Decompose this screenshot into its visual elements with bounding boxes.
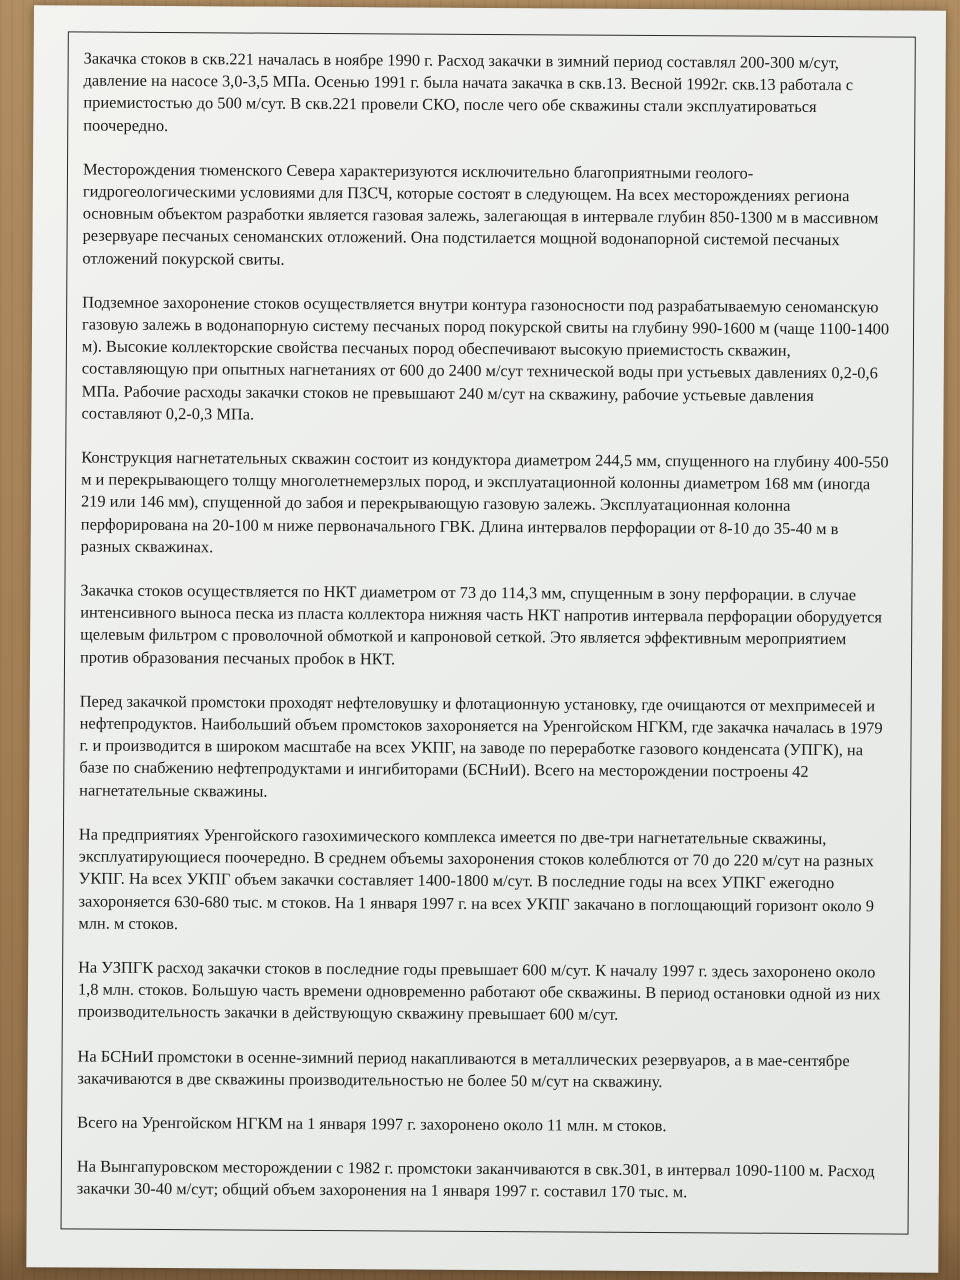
document-body [77, 18, 894, 1227]
paragraph-bsnii: На БСНиИ промстоки в осенне-зимний период накапливаются в металлических резервуаров, а в мае-сентябре закачиваются в две скважины производительностью не более 50 м/сут на скважину. [77, 1046, 850, 1091]
paragraph-treatment-urengoy: Перед закачкой промстоки проходят нефтеловушку и флотационную установку, где очищаются от мехпримесей и нефтепродуктов. Наибольший объем промстоков захороняется на Уренгойском НГКМ, где закачка началась в 1979 г. и производится в широком масштабе на всех УКПГ, на заводе по переработке газового конденсата (УПГК), на базе по снабжению нефтепродуктами и ингибиторами (БСНиИ). Всего на месторождении построены 42 нагнетательные скважины. [79, 691, 883, 801]
paragraph-well-construction: Конструкция нагнетательных скважин состоит из кондуктора диаметром 244,5 мм, спущенного на глубину 400-550 м и перекрывающего толщу многолетнемерзлых пород, и эксплуатационной колонны диаметром 168 мм (иногда 219 или 146 мм), спущенной до забоя и перекрывающую газовую залежь. Эксплуатационная колонна перфорирована на 20-100 м ниже первоначального ГВК. Длина интервалов перфорации от 8-10 до 35-40 м в разных скважинах. [80, 447, 889, 557]
paragraph-geological-conditions: Месторождения тюменского Севера характеризуются исключительно благоприятными геолого-гидрогеологическими условиями для ПЗСЧ, которые состоят в следующем. На всех месторождениях региона основным объектом разработки является газовая залежь, залегающая в интервале глубин 850-1300 м в массивном резервуаре песчаных сеноманских отложений. Она подстилается мощной водонапорной системой песчаных отложений покурской свиты. [82, 159, 879, 269]
paragraph-urengoy-total: Всего на Уренгойском НГКМ на 1 января 1997 г. захоронено около 11 млн. м стоков. [77, 1112, 667, 1136]
paragraph-uzpgk: На УЗПГК расход закачки стоков в последние годы превышает 600 м/сут. К началу 1997 г. здесь захоронено около 1,8 млн. стоков. Большую часть времени одновременно работают обе скважины. В период остановки одной из них производительность закачки в действующую скважину превышает 600 м/сут. [77, 957, 881, 1025]
paper-sheet [26, 5, 946, 1273]
paragraph-injection-well-221: Закачка стоков в скв.221 началась в ноябре 1990 г. Расход закачки в зимний период составлял 200-300 м/сут, давление на насосе 3,0-3,5 МПа. Осенью 1991 г. была начата закачка в скв.13. Весной 1992г. скв.13 работала с приемистостью до 500 м/сут. В скв.221 провели СКО, после чего обе скважины стали эксплуатироваться поочередно. [83, 48, 854, 135]
paragraph-tubing-injection: Закачка стоков осуществляется по НКТ диаметром от 73 до 114,3 мм, спущенным в зону перфорации. в случае интенсивного выноса песка из пласта коллектора нижняя часть НКТ напротив интервала перфорации оборудуется щелевым фильтром с проволочной обмоткой и капроновой сеткой. Это является эффективным мероприятием против образования песчаных пробок в НКТ. [79, 580, 883, 669]
paragraph-vyngapurovskoe: На Вынгапуровском месторождении с 1982 г. промстоки заканчиваются в свк.301, в интервал 1090-1100 м. Расход закачки 30-40 м/сут; общий объем захоронения на 1 января 1997 г. составил 170 тыс. м. [76, 1156, 875, 1202]
paragraph-gas-chemical-complex: На предприятиях Уренгойского газохимического комплекса имеется по две-три нагнетательные скважины, эксплуатирующиеся поочередно. В среднем объемы захоронения стоков колеблются от 70 до 220 м/сут на разных УКПГ. На всех УКПГ объем закачки составляет 1400-1800 м/сут. В последние годы на всех УПКГ ежегодно захороняется 630-680 тыс. м стоков. На 1 января 1997 г. на всех УКПГ закачано в поглощающий горизонт около 9 млн. м стоков. [78, 824, 875, 933]
paragraph-underground-disposal: Подземное захоронение стоков осуществляется внутри контура газоносности под разрабатываемую сеноманскую газовую залежь в водонапорную систему песчаных пород покурской свиты на глубину 990-1600 м (чаще 1100-1400 м). Высокие коллекторские свойства песчаных пород обеспечивают высокую приемистость скважин, составляющую при опытных нагнетаниях от 600 до 2400 м/сут технической воды при устьевых давлениях 0,2-0,6 МПа. Рабочие расходы закачки стоков не превышают 240 м/сут на скважину, рабочие устьевые давления составляют 0,2-0,3 МПа. [81, 292, 890, 424]
